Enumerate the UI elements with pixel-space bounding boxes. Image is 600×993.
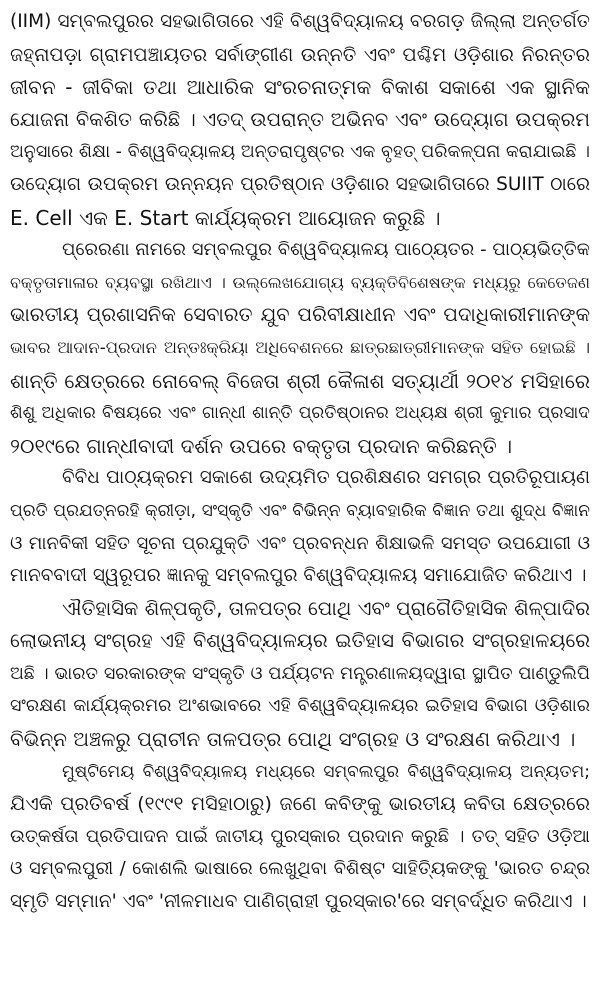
text-line: ଓ ମାନବିକୀ ସହିତ ସୂଚନା ପ୍ରଯୁକ୍ତି ଏବଂ ପ୍ରବନ୍ଧନ ଶିକ୍ଷାଭଳି ସମସ୍ତ ଉପଯୋଗୀ ଓ [10, 532, 590, 554]
text-line: ଭାବର ଆଦାନ-ପ୍ରଦାନ ଅନ୍ତଃକ୍ରିୟା ଅଧିବେଶନରେ ଛାତ୍ରଛାତ୍ରୀମାନଙ୍କ ସହିତ ହୋଇଛି । [10, 337, 590, 357]
text-line: ସ୍ମୃତି ସମ୍ମାନ' ଏବଂ 'ନୀଳମାଧବ ପାଣିଗ୍ରାହୀ ପୁରସ୍କାର'ରେ ସମ୍ବର୍ଦ୍ଧିତ କରିଥାଏ । [10, 891, 587, 913]
paragraph-3 [10, 462, 590, 592]
text-line: ଓ ସମ୍ବଲପୁରୀ / କୋଶଲି ଭାଷାରେ ଲେଖୁଥିବା ବିଶିଷ୍ଟ ସାହିତ୍ୟିକଙ୍କୁ 'ଭାରତ ଚନ୍ଦ୍ର [10, 858, 590, 880]
text-line: ଜୀବନ - ଜୀବିକା ତଥା ଆଧାରିକ ସଂରଚନାତ୍ମକ ବିକାଶ ସକାଶେ ଏକ ସ୍ଥାନିକ [10, 75, 590, 100]
text-line: ଜହ୍ନାପଡ଼ା ଗ୍ରାମପଞ୍ଚାୟତର ସର୍ବାଙ୍ଗୀଣ ଉନ୍ନତି ଏବଂ ପଶ୍ଚିମ ଓଡ଼ିଶାର ନିରନ୍ତର [10, 43, 590, 66]
text-line: ମୁଷ୍ଟିମେୟ ବିଶ୍ୱବିଦ୍ୟାଳୟ ମଧ୍ୟରେ ସମ୍ବଲପୁର ବିଶ୍ୱବିଦ୍ୟାଳୟ ଅନ୍ୟତମ; [62, 761, 590, 782]
text-line: ଲୋଭନୀୟ ସଂଗ୍ରହ ଏହି ବିଶ୍ୱବିଦ୍ୟାଳୟର ଇତିହାସ ବିଭାଗର ସଂଗ୍ରହାଳୟରେ [10, 629, 590, 653]
text-line: ଉତ୍କର୍ଷତା ପ୍ରତିପାଦନ ପାଇଁ ଜାତୀୟ ପୁରସ୍କାର ପ୍ରଦାନ କରୁଛି । ତତ୍ ସହିତ ଓଡ଼ିଆ [10, 825, 590, 847]
paragraph-2 [10, 234, 590, 462]
paragraph-4 [10, 593, 590, 756]
text-line: ବକ୍ତୃତାମାଳାର ବ୍ୟବସ୍ଥା ରଖିଥାଏ । ଉଲ୍ଲେଖଯୋଗ୍ୟ ବ୍ୟକ୍ତିବିଶେଷଙ୍କ ମଧ୍ୟରୁ କେତେଜଣ [10, 272, 590, 292]
text-line: ମାନବବାଦୀ ସ୍ୱରୂପର ଜ୍ଞାନକୁ ସମ୍ବଲପୁର ବିଶ୍ୱବିଦ୍ୟାଳୟ ସମାଯୋଜିତ କରିଥାଏ । [10, 565, 587, 587]
text-line: ୨୦୧୯ରେ ଗାନ୍ଧୀବାଦୀ ଦର୍ଶନ ଉପରେ ବକ୍ତୃତା ପ୍ରଦାନ କରିଛନ୍ତି । [10, 433, 513, 458]
text-line: ଶିଶୁ ଅଧିକାର ବିଷୟରେ ଏବଂ ଗାନ୍ଧୀ ଶାନ୍ତି ପ୍ରତିଷ୍ଠାନର ଅଧ୍ୟକ୍ଷ ଶ୍ରୀ କୁମାର ପ୍ରସାଦ [10, 403, 590, 424]
text-line: ପ୍ରେରଣା ନାମରେ ସମ୍ବଲପୁର ବିଶ୍ୱବିଦ୍ୟାଳୟ ପାଠ୍ୟେତର - ପାଠ୍ୟଭିତ୍ତିକ [62, 239, 590, 261]
text-line: ଅଛି । ଭାରତ ସରକାରଙ୍କ ସଂସ୍କୃତି ଓ ପର୍ଯ୍ୟଟନ ମନ୍ତ୍ରଣାଳୟଦ୍ୱାରା ସ୍ଥାପିତ ପାଣ୍ଡୁଲିପି [10, 663, 590, 684]
text-line: ପ୍ରତି ପ୍ରଯତ୍ନରହି କ୍ରୀଡ଼ା, ସଂସ୍କୃତି ଏବଂ ବିଭିନ୍ନ ବ୍ୟାବହାରିକ ବିଜ୍ଞାନ ତଥା ଶୁଦ୍ଧ ବିଜ୍ଞାନ [10, 500, 590, 521]
text-line: ଉଦ୍ୟୋଗ ଉପକ୍ରମ ଉନ୍ନୟନ ପ୍ରତିଷ୍ଠାନ ଓଡ଼ିଶାର ସହଭାଗିତାରେ SUIIT ଠାରେ [10, 173, 590, 195]
paragraph-1 [10, 6, 590, 234]
text-line: ଭାରତୀୟ ପ୍ରଶାସନିକ ସେବାରତ ଯୁବ ପରିବୀକ୍ଷାଧୀନ ଏବଂ ପଦାଧିକାରୀମାନଙ୍କ [10, 303, 590, 327]
text-line: ଅନୁସାରେ ଶିକ୍ଷା - ବିଶ୍ୱବିଦ୍ୟାଳୟ ଅନ୍ତରାପୃଷ୍ଟର ଏକ ବୃହତ୍ ପରିକଳ୍ପନା କରାଯାଇଛି । [10, 142, 590, 163]
paragraph-5 [10, 756, 590, 919]
text-line: E. Cell ଏକ E. Start କାର୍ଯ୍ୟକ୍ରମ ଆୟୋଜନ କରୁଛି । [10, 205, 441, 230]
text-line: ସଂରକ୍ଷଣ କାର୍ଯ୍ୟକ୍ରମର ଅଂଶଭାବରେ ଏହି ବିଶ୍ୱବିଦ୍ୟାଳୟର ଇତିହାସ ବିଭାଗ ଓଡ଼ିଶାର [10, 696, 590, 717]
text-line: ଐତିହାସିକ ଶିଳ୍ପକୃତି, ତାଳପତ୍ର ପୋଥି ଏବଂ ପ୍ରାଗୈତିହାସିକ ଶିଳ୍ପାଦିର [62, 596, 590, 620]
text-line: ଯିଏକି ପ୍ରତିବର୍ଷ (୧୯୯୧ ମସିହାଠାରୁ) ଜଣେ କବିଙ୍କୁ ଭାରତୀୟ କବିତା କ୍ଷେତ୍ରରେ [10, 793, 590, 816]
text-line: ଯୋଜନା ବିକଶିତ କରିଛି । ଏତଦ୍ ଉପରାନ୍ତ ଅଭିନବ ଏବଂ ଉଦ୍ୟୋଗ ଉପକ୍ରମ [10, 107, 590, 131]
text-line: ବିଭିନ୍ନ ଅଞ୍ଚଳରୁ ପ୍ରାଚୀନ ତାଳପତ୍ର ପୋଥି ସଂଗ୍ରହ ଓ ସଂରକ୍ଷଣ କରିଥାଏ । [10, 727, 576, 752]
text-line: ବିବିଧ ପାଠ୍ୟକ୍ରମ ସକାଶେ ଉଦ୍ୟମିତ ପ୍ରଶିକ୍ଷଣର ସମଗ୍ର ପ୍ରତିରୂପାୟଣ [62, 467, 590, 489]
text-line: (IIM) ସମ୍ବଲପୁରର ସହଭାଗିତାରେ ଏହି ବିଶ୍ୱବିଦ୍ୟାଳୟ ବରଗଡ଼ ଜିଲ୍ଲା ଅନ୍ତର୍ଗତ [10, 11, 590, 32]
text-line: ଶାନ୍ତି କ୍ଷେତ୍ରରେ ନୋବେଲ୍ ବିଜେତା ଶ୍ରୀ କୈଳାଶ ସତ୍ୟାର୍ଥୀ ୨୦୧୪ ମସିହାରେ [10, 368, 590, 393]
